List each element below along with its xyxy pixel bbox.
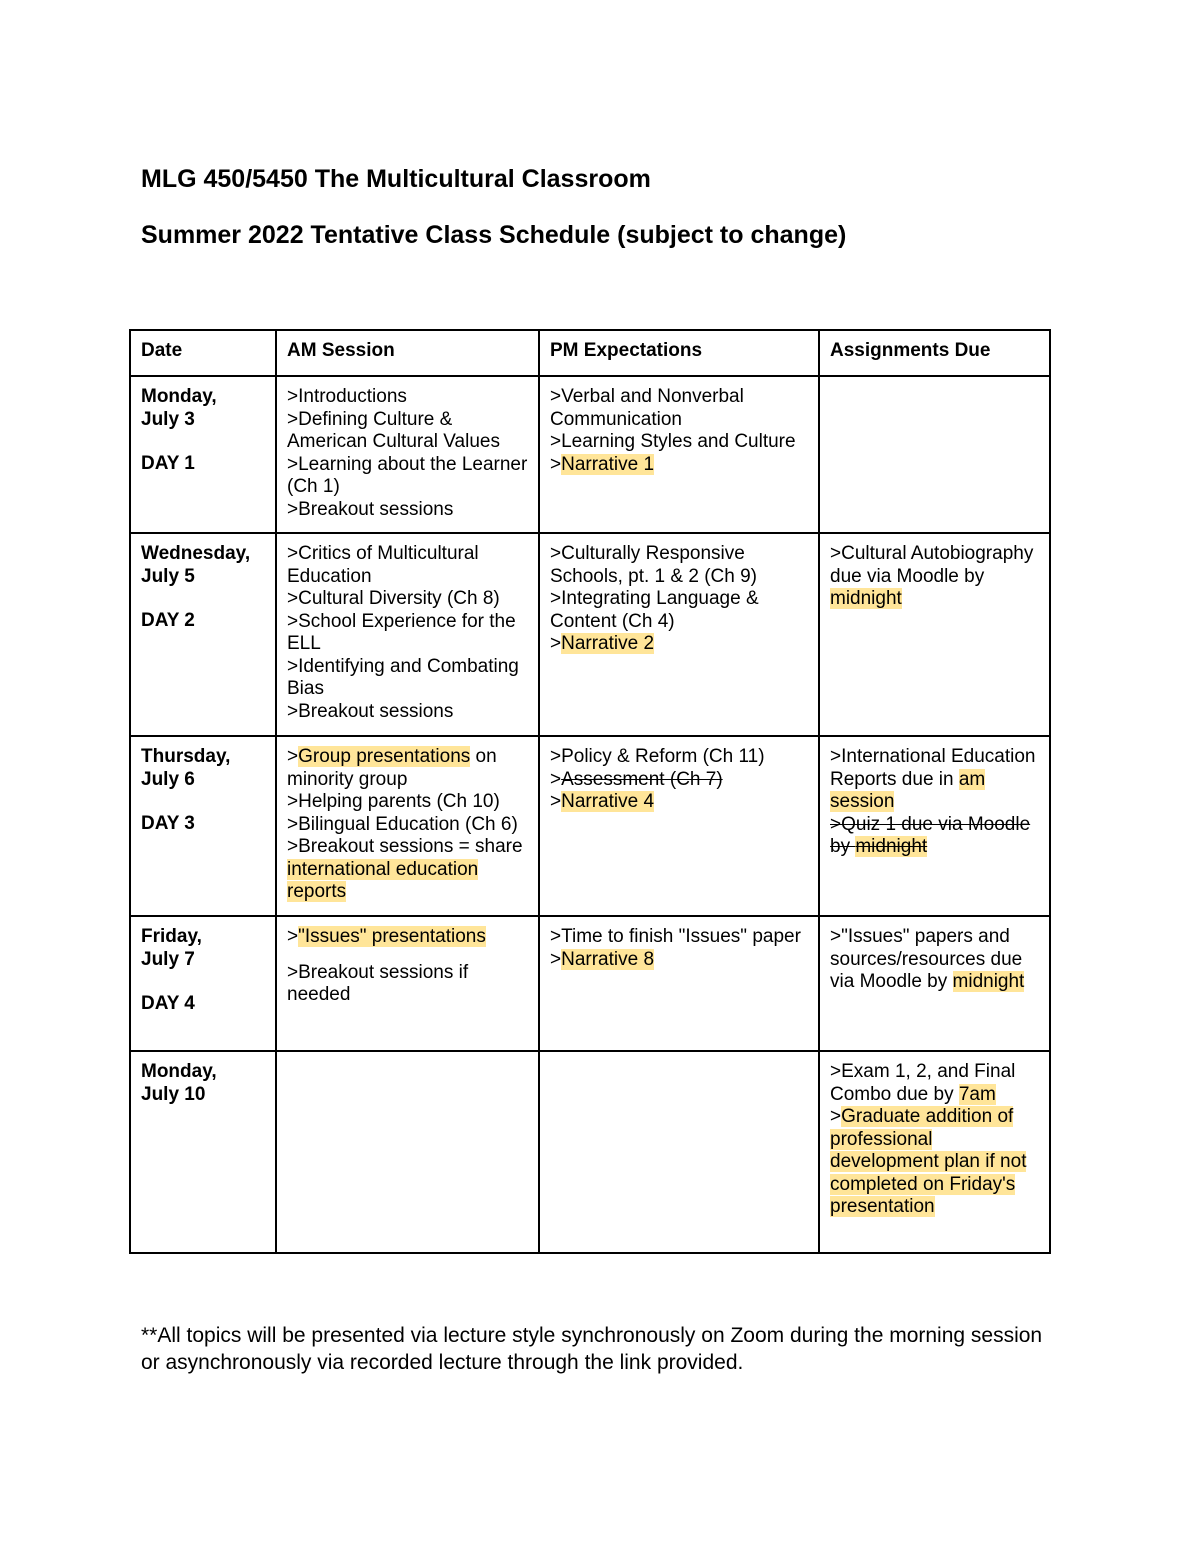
highlighted-text: midnight [855,836,928,857]
table-row [130,916,1050,1051]
header-date: Date [130,330,276,376]
day-name: Friday, [141,926,202,947]
am-item [287,926,528,949]
am-item: >Helping parents (Ch 10) [287,791,500,812]
day-date: July 5 [141,565,195,587]
due-item [830,746,1039,814]
highlighted-text: 7am [958,1083,996,1105]
table-row [130,736,1050,916]
am-session-cell [276,916,539,1051]
highlighted-text: Narrative 4 [561,791,655,812]
schedule-table [129,329,1051,1254]
pm-item [550,454,808,477]
pm-expectations-cell [539,736,819,916]
table-row [130,1051,1050,1253]
date-cell [130,916,276,1051]
am-item-suffix: on minority group [287,746,497,790]
day-number: DAY 1 [141,453,195,474]
struck-text: >Quiz 1 due via Moodle by [830,813,1031,857]
pm-expectations-cell [539,533,819,736]
day-name: Thursday, [141,746,231,767]
pm-item: >Integrating Language & Content (Ch 4) [550,588,759,632]
highlighted-text: midnight [830,588,902,609]
date-cell [130,376,276,533]
document-title: MLG 450/5450 The Multicultural Classroom [141,165,651,193]
am-item-text: >Breakout sessions = share [287,836,523,857]
due-text: >International Education Reports due in [830,746,1036,790]
day-name: Monday, [141,386,217,407]
am-session-cell [276,533,539,736]
assignments-due-cell [819,916,1050,1051]
due-item-prefix: > [830,1106,842,1127]
assignments-due-cell [819,533,1050,736]
header-pm-expectations: PM Expectations [539,330,819,376]
pm-item [550,949,808,972]
am-item [287,746,528,791]
assignments-due-cell [819,376,1050,533]
due-text: >Cultural Autobiography due via Moodle by [830,543,1034,587]
pm-expectations-cell [539,1051,819,1253]
date-cell [130,533,276,736]
day-date: July 7 [141,948,195,970]
highlighted-text: Narrative 8 [561,948,655,970]
pm-item: >Time to finish "Issues" paper [550,926,801,947]
footnote: **All topics will be presented via lecture style synchronously on Zoom during the morning session or asynchronously via recorded lecture through the link provided. [141,1324,1043,1374]
day-number: DAY 3 [141,813,195,834]
date-cell [130,736,276,916]
due-text: >"Issues" papers and sources/resources due via Moodle by [830,926,1023,992]
document-subtitle: Summer 2022 Tentative Class Schedule (subject to change) [141,221,847,249]
highlighted-text: Narrative 1 [561,453,655,475]
pm-expectations-cell [539,376,819,533]
pm-expectations-cell [539,916,819,1051]
pm-item [550,633,808,656]
pm-item: >Verbal and Nonverbal Communication [550,386,744,430]
day-name: Wednesday, [141,543,251,564]
highlighted-text: international education reports [287,858,479,902]
am-item: >Cultural Diversity (Ch 8) [287,588,500,609]
highlighted-text: am session [830,768,986,812]
due-item [830,543,1039,611]
day-number: DAY 4 [141,993,195,1014]
date-cell [130,1051,276,1253]
highlighted-text: midnight [952,971,1025,992]
header-assignments-due: Assignments Due [819,330,1050,376]
highlighted-text: Graduate addition of professional development plan if not completed on Friday's presentation [830,1106,1027,1217]
table-row [130,376,1050,533]
day-number: DAY 2 [141,610,195,631]
highlighted-text: Narrative 2 [561,633,655,654]
am-item: >Critics of Multicultural Education [287,543,479,587]
highlighted-text: "Issues" presentations [298,926,486,947]
assignments-due-cell [819,736,1050,916]
am-item: >Breakout sessions [287,498,454,520]
due-item [830,1106,1039,1219]
pm-item: >Policy & Reform (Ch 11) [550,746,765,767]
header-am-session: AM Session [276,330,539,376]
am-item: >Identifying and Combating Bias [287,655,519,699]
am-item: >Breakout sessions if needed [287,961,469,1005]
am-item [287,836,528,904]
am-item: >Learning about the Learner (Ch 1) [287,453,528,497]
am-item: >Breakout sessions [287,700,454,722]
pm-item [550,769,808,792]
struck-text: Assessment (Ch 7) [561,768,723,790]
am-item: >Introductions [287,386,407,407]
am-item-prefix: > [287,926,299,947]
table-header-row [130,330,1050,376]
pm-item [550,791,808,814]
pm-item-prefix: > [550,791,562,812]
assignments-due-cell [819,1051,1050,1253]
day-date: July 6 [141,768,195,790]
due-item [830,926,1039,994]
am-item: >Defining Culture & American Cultural Values [287,408,500,452]
pm-item: >Learning Styles and Culture [550,431,796,452]
pm-item: >Culturally Responsive Schools, pt. 1 & 2 (Ch 9) [550,543,757,587]
am-item-prefix: > [287,746,299,767]
day-date: July 10 [141,1083,206,1105]
pm-item-prefix: > [550,633,562,654]
due-item-struck [830,814,1039,859]
table-row [130,533,1050,736]
day-date: July 3 [141,408,195,430]
am-item: >Bilingual Education (Ch 6) [287,813,518,835]
highlighted-text: Group presentations [298,746,471,767]
pm-item-prefix: > [550,948,562,970]
am-session-cell [276,736,539,916]
due-text: >Exam 1, 2, and Final Combo due by [830,1061,1016,1105]
am-session-cell [276,1051,539,1253]
pm-item-prefix: > [550,768,562,790]
am-session-cell [276,376,539,533]
due-item [830,1061,1039,1106]
day-name: Monday, [141,1061,217,1082]
am-item: >School Experience for the ELL [287,610,516,654]
pm-item-prefix: > [550,453,562,475]
